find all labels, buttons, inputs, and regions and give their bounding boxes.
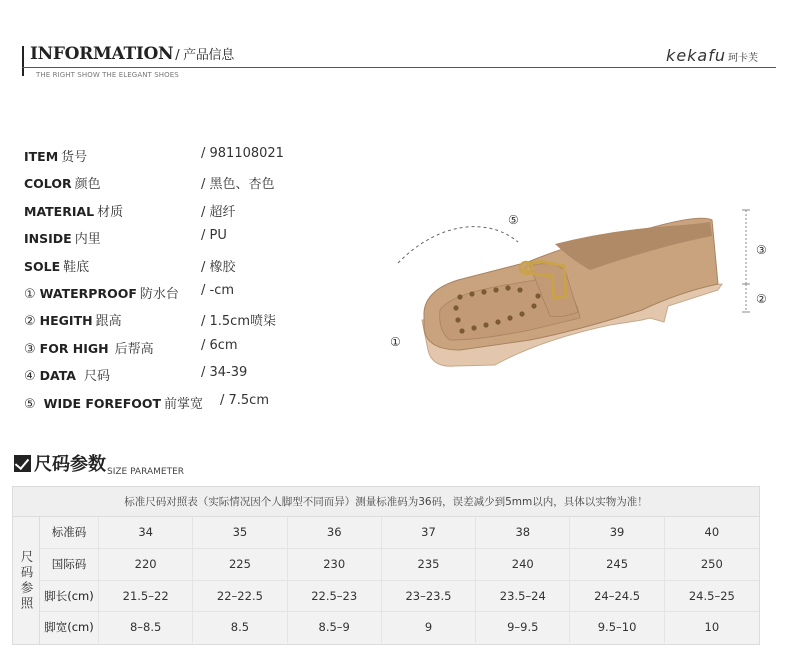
table-cell: 35 xyxy=(193,517,287,548)
spec-key-en: ITEM xyxy=(24,149,59,164)
table-cell: 240 xyxy=(476,549,570,580)
spec-key-en: HEGITH xyxy=(39,313,93,329)
spec-key-en: WATERPROOF xyxy=(39,285,137,301)
shoe-diagram xyxy=(380,200,780,380)
spec-row xyxy=(24,365,354,392)
spec-value: / 34-39 xyxy=(201,365,248,381)
table-cell: 23.5–24 xyxy=(476,581,570,612)
spec-key xyxy=(24,228,101,247)
label-2: ② xyxy=(756,292,767,306)
table-cell: 9 xyxy=(382,612,476,643)
spec-key-en: COLOR xyxy=(24,176,72,192)
table-cell: 24–24.5 xyxy=(570,581,664,612)
table-row xyxy=(40,581,759,613)
spec-key-en: INSIDE xyxy=(24,231,72,247)
spec-key-en: SOLE xyxy=(24,258,61,274)
table-row xyxy=(40,517,759,549)
label-1: ① xyxy=(390,335,401,349)
spec-key-en: WIDE FOREFOOT xyxy=(43,395,162,411)
spec-row xyxy=(24,201,354,228)
row-label: 脚长(cm) xyxy=(40,581,99,612)
spec-key-cn: 尺码 xyxy=(83,369,110,385)
spec-key-cn: 材质 xyxy=(97,204,124,220)
table-cell: 24.5–25 xyxy=(688,588,735,603)
spec-key xyxy=(24,393,203,412)
spec-row xyxy=(24,393,354,420)
table-cell: 8.5–9 xyxy=(288,612,382,643)
header-title xyxy=(30,44,234,64)
spec-key-cn: 鞋底 xyxy=(63,259,90,275)
spec-key-cn: 颜色 xyxy=(74,177,101,193)
spec-key-cn: 后帮高 xyxy=(114,341,154,357)
table-cell: 22.5–23 xyxy=(288,581,382,612)
table-cell: 36 xyxy=(288,517,382,548)
spec-value: / 6cm xyxy=(201,337,238,353)
side-label-text: 尺码参照 xyxy=(19,549,34,612)
table-cell: 8–8.5 xyxy=(99,612,193,643)
spec-row xyxy=(24,256,354,283)
size-table-side-label xyxy=(13,517,40,644)
forefoot-width-arc xyxy=(398,227,518,263)
spec-value: / 981108021 xyxy=(201,146,284,161)
spec-value: / 黑色、杏色 xyxy=(201,177,275,193)
spec-row xyxy=(24,228,354,255)
table-cell: 21.5–22 xyxy=(99,581,193,612)
spec-key xyxy=(24,365,110,384)
header-subtitle: THE RIGHT SHOW THE ELEGANT SHOES xyxy=(36,71,179,79)
spec-row xyxy=(24,338,354,365)
spec-row xyxy=(24,173,354,200)
table-cell: 245 xyxy=(570,549,664,580)
brand-logo xyxy=(666,46,758,65)
spec-marker: ③ xyxy=(24,341,36,357)
spec-value: / PU xyxy=(201,228,227,244)
table-cell: 39 xyxy=(570,517,664,548)
spec-row xyxy=(24,283,354,310)
table-row xyxy=(40,549,759,581)
spec-key-cn: 内里 xyxy=(74,232,101,248)
row-label: 标准码 xyxy=(40,517,99,548)
spec-marker: ⑤ xyxy=(24,396,36,412)
table-cell: 220 xyxy=(99,549,193,580)
spec-key-cn: 货号 xyxy=(61,150,88,165)
table-cell: 9.5–10 xyxy=(570,612,664,643)
header xyxy=(22,40,776,80)
spec-marker: ④ xyxy=(24,369,36,385)
brand-name-cn: 珂卡芙 xyxy=(728,53,758,64)
spec-key-en: FOR HIGH xyxy=(39,340,109,356)
spec-key xyxy=(24,173,101,192)
brand-name: kekafu xyxy=(666,46,726,65)
spec-key xyxy=(24,201,123,220)
table-cell: 9–9.5 xyxy=(476,612,570,643)
header-title-cn: / 产品信息 xyxy=(175,48,234,63)
size-title-cn: 尺码参数 xyxy=(34,454,106,475)
size-title-en: SIZE PARAMETER xyxy=(107,466,185,477)
spec-key xyxy=(24,256,89,275)
size-table xyxy=(12,486,760,645)
spec-key xyxy=(24,283,179,302)
spec-key-cn: 前掌宽 xyxy=(164,396,204,412)
row-label: 脚宽(cm) xyxy=(40,612,99,643)
header-accent-bar xyxy=(22,46,24,76)
table-cell: 225 xyxy=(193,549,287,580)
table-cell: 40 xyxy=(704,525,720,539)
table-cell: 8.5 xyxy=(193,612,287,643)
checkbox-icon xyxy=(14,455,31,472)
table-cell: 230 xyxy=(288,549,382,580)
table-cell: 34 xyxy=(99,517,193,548)
spec-value: / 7.5cm xyxy=(220,392,269,408)
table-cell: 10 xyxy=(704,620,720,635)
spec-marker: ② xyxy=(24,314,36,330)
size-table-grid xyxy=(40,517,759,644)
table-cell: 38 xyxy=(476,517,570,548)
spec-value: / 超纤 xyxy=(201,204,236,220)
header-title-en: INFORMATION xyxy=(30,44,174,64)
spec-value: / -cm xyxy=(201,282,235,298)
spec-value: / 1.5cm喷柒 xyxy=(201,314,276,330)
spec-row xyxy=(24,146,354,173)
table-cell: 23–23.5 xyxy=(382,581,476,612)
spec-key-en: MATERIAL xyxy=(24,203,95,219)
label-5: ⑤ xyxy=(508,213,519,227)
size-table-note: 标准尺码对照表（实际情况因个人脚型不同而异）测量标准码为36码，误差减少到5mm以内，具体以实物为准！ xyxy=(13,487,759,517)
spec-row xyxy=(24,310,354,337)
table-row xyxy=(40,612,759,644)
row-label: 国际码 xyxy=(40,549,99,580)
table-cell: 250 xyxy=(700,556,723,571)
table-cell: 235 xyxy=(382,549,476,580)
size-section-title xyxy=(14,450,185,477)
spec-key xyxy=(24,146,87,165)
spec-key xyxy=(24,310,122,329)
header-divider xyxy=(22,67,776,68)
table-cell: 37 xyxy=(382,517,476,548)
spec-key xyxy=(24,338,154,357)
label-3: ③ xyxy=(756,243,767,257)
table-cell: 22–22.5 xyxy=(193,581,287,612)
spec-list xyxy=(24,146,354,420)
spec-key-cn: 跟高 xyxy=(95,314,122,330)
spec-marker: ① xyxy=(24,286,36,302)
spec-key-cn: 防水台 xyxy=(139,286,179,302)
spec-value: / 橡胶 xyxy=(201,259,236,275)
spec-key-en: DATA xyxy=(39,368,76,384)
